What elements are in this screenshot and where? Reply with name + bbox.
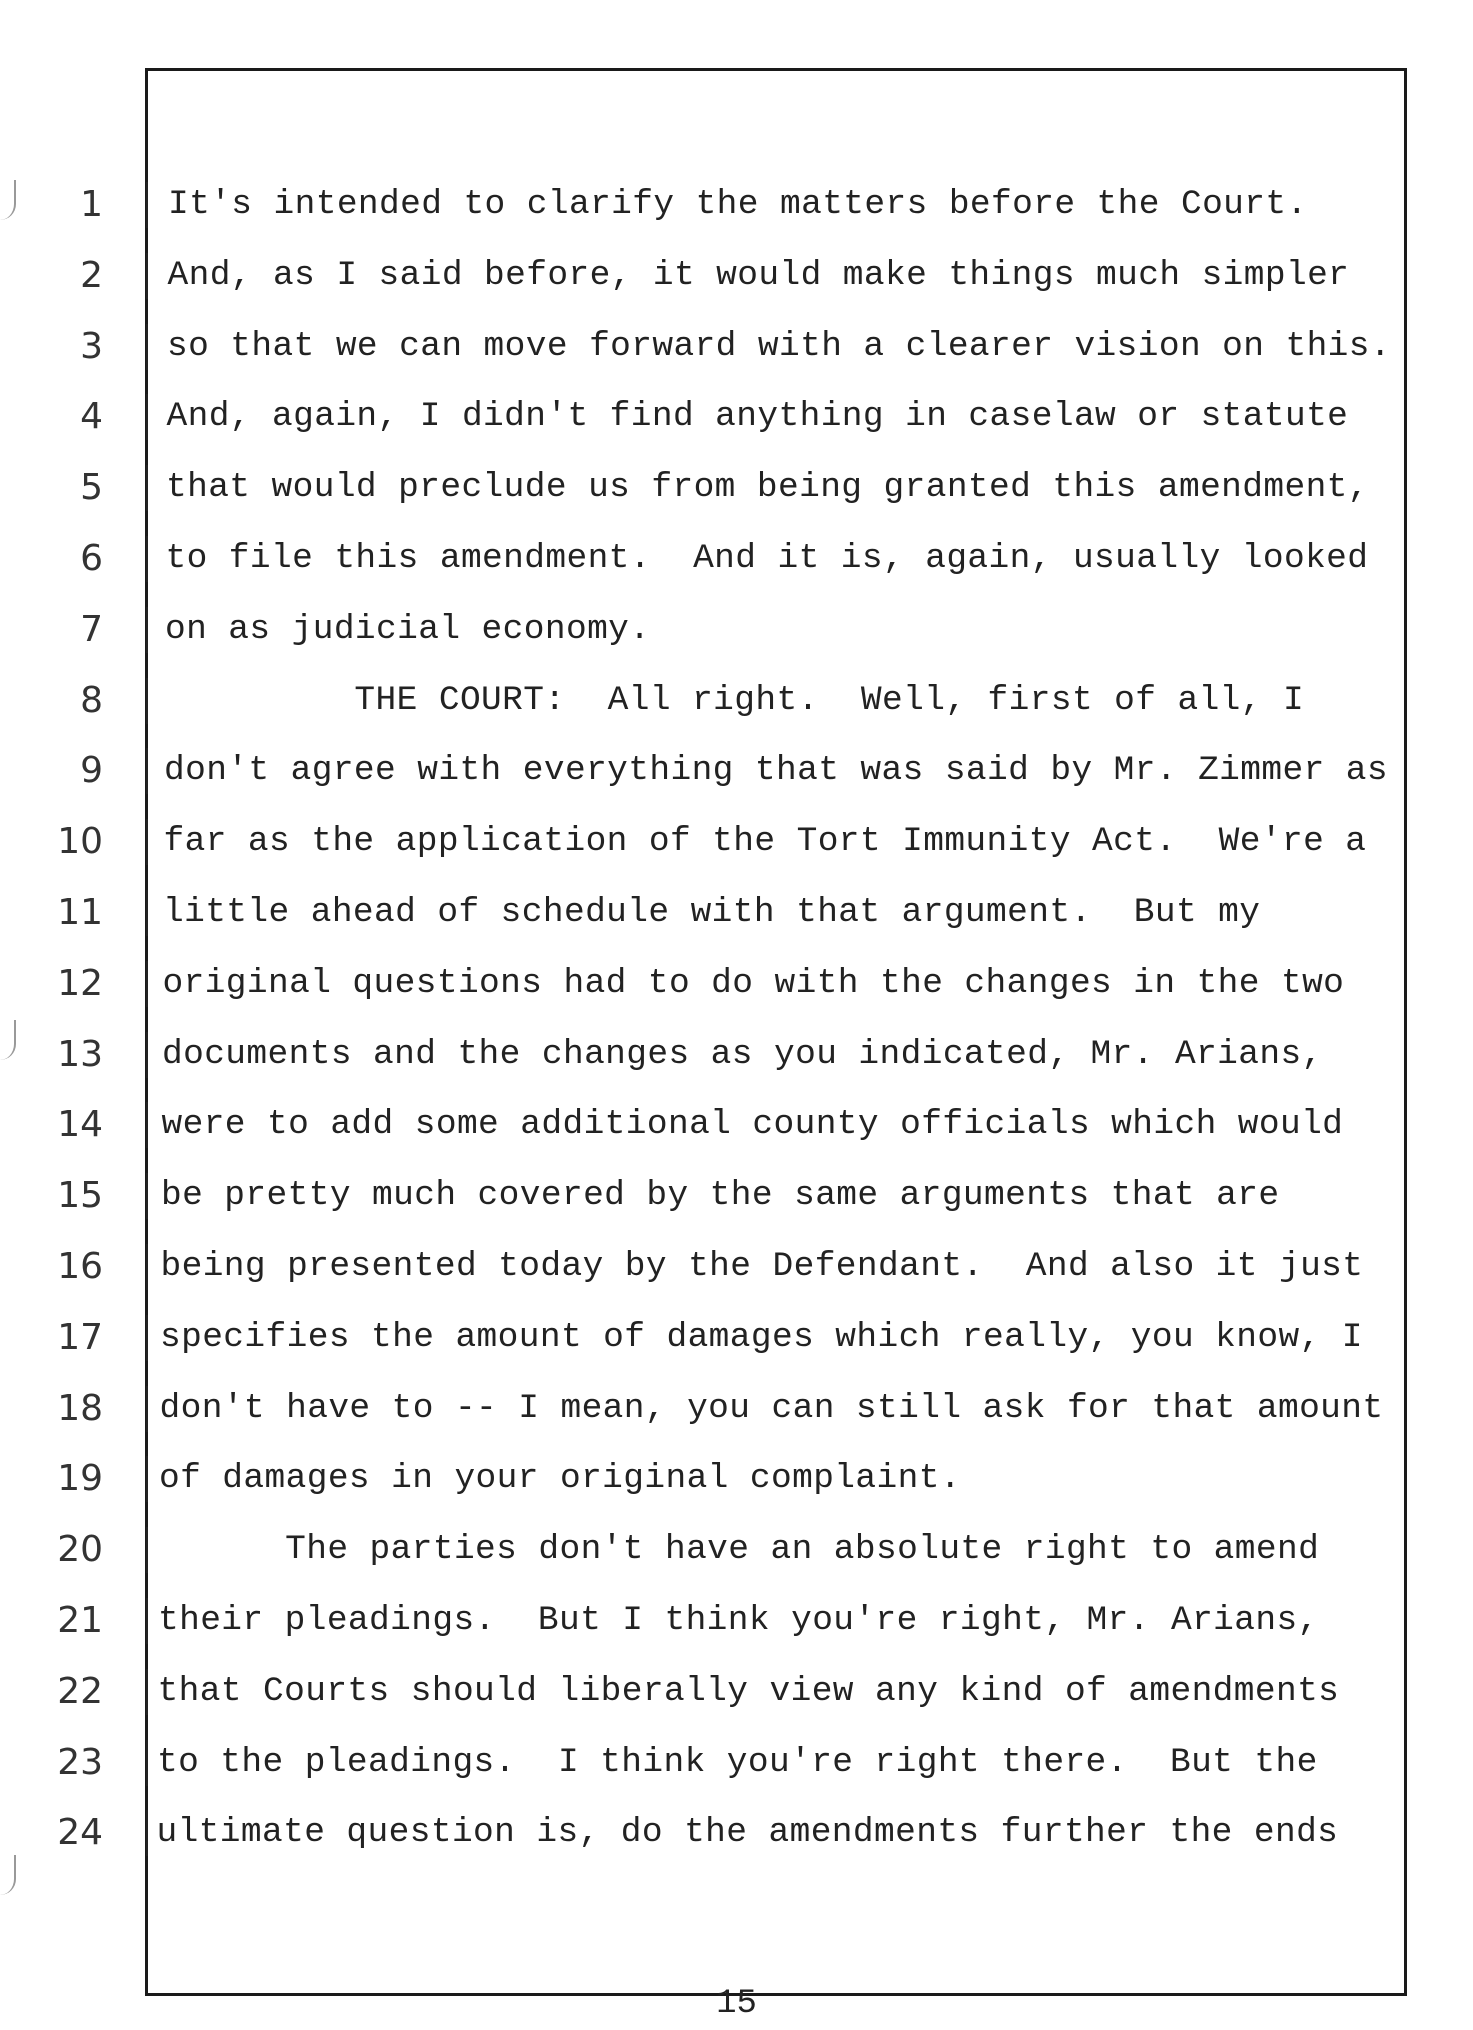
line-number: 4 bbox=[80, 396, 103, 438]
line-margin-rule bbox=[146, 1527, 148, 1573]
line-margin-rule bbox=[146, 465, 148, 511]
transcript-line: ultimate question is, do the amendments further the ends bbox=[156, 1813, 1339, 1853]
line-number: 8 bbox=[80, 679, 103, 721]
line-margin-rule bbox=[146, 394, 148, 440]
transcript-line: to the pleadings. I think you're right there. But the bbox=[157, 1742, 1318, 1782]
line-number: 24 bbox=[57, 1812, 103, 1854]
line-number: 1 bbox=[80, 184, 103, 225]
line-margin-rule bbox=[146, 1315, 148, 1361]
line-number: 2 bbox=[80, 254, 103, 296]
transcript-line: of damages in your original complaint. bbox=[159, 1459, 961, 1499]
transcript-line: their pleadings. But I think you're right, Mr. Arians, bbox=[158, 1601, 1319, 1640]
line-margin-rule bbox=[146, 536, 148, 582]
line-margin-rule bbox=[146, 1102, 148, 1148]
transcript-line: that Courts should liberally view any kind of amendments bbox=[157, 1671, 1340, 1711]
transcript-line: that would preclude us from being granted this amendment, bbox=[166, 468, 1369, 508]
line-margin-rule bbox=[146, 678, 148, 724]
line-margin-rule bbox=[146, 819, 148, 865]
line-number: 3 bbox=[80, 325, 103, 367]
transcript-line: don't agree with everything that was said by Mr. Zimmer as bbox=[164, 751, 1388, 791]
line-margin-rule bbox=[146, 182, 148, 228]
line-number: 14 bbox=[57, 1104, 103, 1146]
line-margin-rule bbox=[146, 607, 148, 653]
line-number: 7 bbox=[80, 608, 103, 650]
line-margin-rule bbox=[146, 1810, 148, 1856]
line-margin-rule bbox=[146, 1032, 148, 1078]
line-number: 16 bbox=[57, 1246, 103, 1287]
line-number: 17 bbox=[57, 1316, 103, 1358]
line-number: 13 bbox=[57, 1033, 103, 1075]
transcript-line: THE COURT: All right. Well, first of all, I bbox=[164, 680, 1305, 720]
transcript-line: specifies the amount of damages which really, you know, I bbox=[160, 1317, 1363, 1357]
line-number: 20 bbox=[57, 1529, 103, 1571]
transcript-line: And, again, I didn't find anything in caselaw or statute bbox=[166, 397, 1349, 437]
transcript-line: The parties don't have an absolute right to amend bbox=[158, 1530, 1320, 1570]
line-number: 19 bbox=[57, 1458, 103, 1500]
transcript-line: being presented today by the Defendant. And also it just bbox=[160, 1247, 1364, 1286]
line-margin-rule bbox=[146, 748, 148, 794]
transcript-line: to file this amendment. And it is, again, usually looked bbox=[165, 539, 1369, 578]
line-number: 12 bbox=[57, 962, 103, 1004]
line-margin-rule bbox=[146, 253, 148, 299]
line-margin-rule bbox=[146, 1456, 148, 1502]
line-margin-rule bbox=[146, 1173, 148, 1219]
transcript-line: documents and the changes as you indicated, Mr. Arians, bbox=[162, 1034, 1323, 1074]
line-number: 18 bbox=[57, 1387, 103, 1429]
line-margin-rule bbox=[146, 1669, 148, 1715]
line-number: 22 bbox=[57, 1670, 103, 1712]
line-margin-rule bbox=[146, 324, 148, 370]
line-margin-rule bbox=[146, 1244, 148, 1290]
page-number: 15 bbox=[716, 1985, 757, 2023]
line-margin-rule bbox=[146, 961, 148, 1007]
line-margin-rule bbox=[146, 1598, 148, 1644]
transcript-line: original questions had to do with the changes in the two bbox=[162, 963, 1345, 1003]
transcript-line: don't have to -- I mean, you can still ask for that amount bbox=[159, 1388, 1384, 1428]
line-number: 5 bbox=[80, 467, 103, 509]
line-number: 10 bbox=[57, 821, 103, 863]
transcript-line: be pretty much covered by the same arguments that are bbox=[161, 1176, 1280, 1216]
line-number: 21 bbox=[57, 1600, 103, 1641]
margin-punch-mark bbox=[0, 1855, 16, 1895]
transcript-line: far as the application of the Tort Immunity Act. We're a bbox=[163, 822, 1367, 862]
transcript-line: little ahead of schedule with that argument. But my bbox=[163, 893, 1261, 932]
line-margin-rule bbox=[146, 1386, 148, 1432]
transcript-line: And, as I said before, it would make things much simpler bbox=[167, 255, 1350, 295]
line-number: 23 bbox=[57, 1741, 103, 1783]
transcript-line: It's intended to clarify the matters before the Court. bbox=[168, 185, 1308, 224]
transcript-line: on as judicial economy. bbox=[165, 609, 651, 649]
line-margin-rule bbox=[146, 890, 148, 936]
line-number: 15 bbox=[57, 1175, 103, 1217]
line-margin-rule bbox=[146, 1740, 148, 1786]
transcript-line: so that we can move forward with a clearer vision on this. bbox=[167, 326, 1391, 366]
transcript-line: were to add some additional county officials which would bbox=[161, 1105, 1344, 1145]
line-number: 9 bbox=[80, 750, 103, 792]
line-number: 6 bbox=[80, 538, 103, 579]
line-number: 11 bbox=[57, 892, 103, 933]
